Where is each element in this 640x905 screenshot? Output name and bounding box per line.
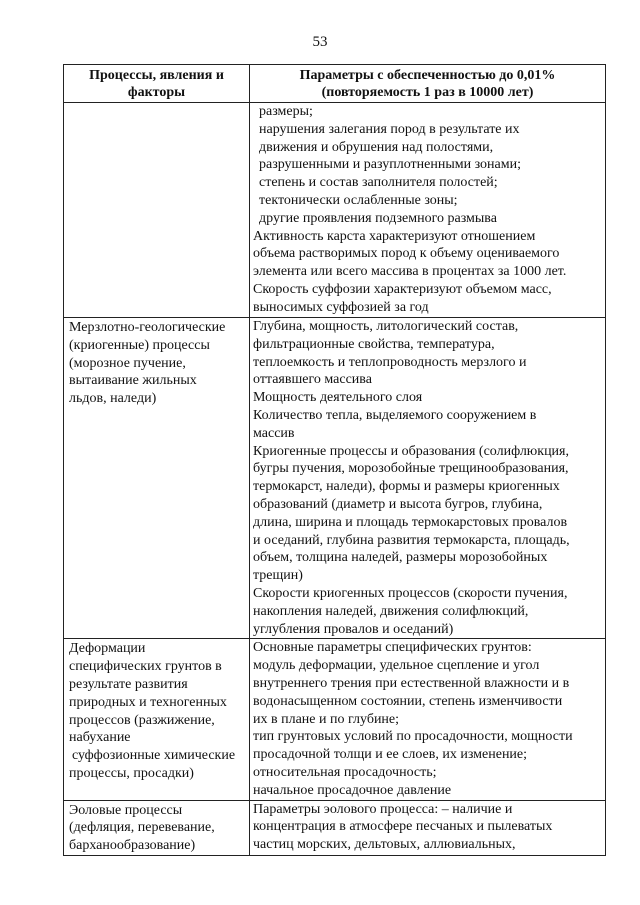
text-line: другие проявления подземного размыва [259,210,497,226]
text-line: Параметры эолового процесса: – наличие и [253,801,513,817]
text-line: начальное просадочное давление [253,782,452,798]
text-line: тектонически ослабленные зоны; [259,192,458,208]
text-line: (криогенные) процессы [69,337,210,353]
parameters-cell [250,103,606,318]
text-line: оттаявшего массива [253,372,372,388]
text-line: суффозионные химические [72,748,236,764]
text-line: Криогенные процессы и образования (солифлюкция, [253,443,569,459]
text-line: степень и состав заполнителя полостей; [259,175,498,191]
text-line: результате развития [69,676,188,692]
process-cell [64,318,250,639]
text-line: выносимых суффозией за год [253,299,429,315]
text-line: Основные параметры специфических грунтов: [253,640,532,656]
text-line: процессы, просадки) [69,765,194,781]
text-line: Количество тепла, выделяемого сооружением в [253,407,537,423]
text-line: процессов (разжижение, [69,712,215,728]
text-line: фильтрационные свойства, температура, [253,336,495,352]
process-cell [64,103,250,318]
text-line: (дефляция, перевевание, [69,820,215,836]
parameters-cell [250,800,606,855]
header-line: факторы [127,85,186,100]
process-cell [64,639,250,800]
text-line: массив [253,425,295,441]
text-line: барханообразование) [69,838,196,854]
text-line: объем, толщина наледей, размеры морозобойных [253,550,548,566]
text-line: тип грунтовых условий по просадочности, мощности [253,729,573,745]
text-line: накопления наледей, движения солифлюкций, [253,603,529,619]
text-line: Скорость суффозии характеризуют объемом масс, [253,281,552,297]
text-line: Активность карста характеризуют отношением [253,228,536,244]
header-line: Процессы, явления и [89,68,224,83]
header-line: Параметры с обеспеченностью до 0,01% [299,68,556,83]
text-line: внутреннего трения при естественной влажности и в [253,675,570,691]
text-line: размеры; [259,104,313,119]
text-line: концентрация в атмосфере песчаных и пылеватых [253,819,553,835]
text-line: модуль деформации, удельное сцепление и угол [253,658,540,674]
text-line: элемента или всего массива в процентах за 1000 лет. [253,264,567,280]
text-line: Глубина, мощность, литологический состав, [253,319,519,334]
table-row [64,318,606,639]
text-line: льдов, наледи) [69,391,157,407]
text-line: частиц морских, дельтовых, аллювиальных, [253,837,516,853]
text-line: Скорости криогенных процессов (скорости пучения, [253,585,568,601]
text-line: длина, ширина и площадь термокарстовых провалов [253,514,568,530]
text-line: Мощность деятельного слоя [253,390,423,406]
text-line: бугры пучения, морозобойные трещинообразования, [253,461,569,477]
header-line: (повторяемость 1 раз в 10000 лет) [321,85,534,100]
text-line: трещин) [253,568,303,584]
text-line: и оседаний, глубина развития термокарста, площадь, [253,532,570,548]
text-line: относительная просадочность; [253,764,437,780]
text-line: Мерзлотно-геологические [69,320,226,335]
text-line: Эоловые процессы [69,802,183,818]
text-line: Деформации [69,641,146,657]
table-row [64,103,606,318]
text-line: набухание [69,730,131,746]
parameters-table [63,64,606,856]
process-cell [64,800,250,855]
text-line: объема растворимых пород к объему оцениваемого [253,246,560,262]
text-line: углубления провалов и оседаний) [253,621,454,637]
text-line: их в плане и по глубине; [253,711,400,727]
header-parameters [250,65,606,103]
parameters-cell [250,639,606,800]
text-line: образований (диаметр и высота бугров, глубина, [253,496,543,512]
text-line: разрушенными и разуплотненными зонами; [259,157,521,173]
page-number: 53 [312,34,328,50]
text-line: (морозное пучение, [69,355,186,371]
text-line: природных и техногенных [69,694,227,710]
text-line: специфических грунтов в [69,659,222,675]
text-line: водонасыщенном состоянии, степень изменчивости [253,693,563,709]
parameters-cell [250,318,606,639]
text-line: вытаивание жильных [69,373,197,389]
text-line: теплоемкость и теплопроводность мерзлого и [253,354,527,370]
table-row [64,800,606,855]
text-line: нарушения залегания пород в результате их [259,121,520,137]
text-line: просадочной толщи и ее слоев, их изменение; [253,747,528,763]
text-line: движения и обрушения над полостями, [259,139,494,155]
text-line: термокарст, наледи), формы и размеры криогенных [253,479,560,495]
table-header-row [64,65,606,103]
table-row [64,639,606,800]
header-processes [64,65,250,103]
